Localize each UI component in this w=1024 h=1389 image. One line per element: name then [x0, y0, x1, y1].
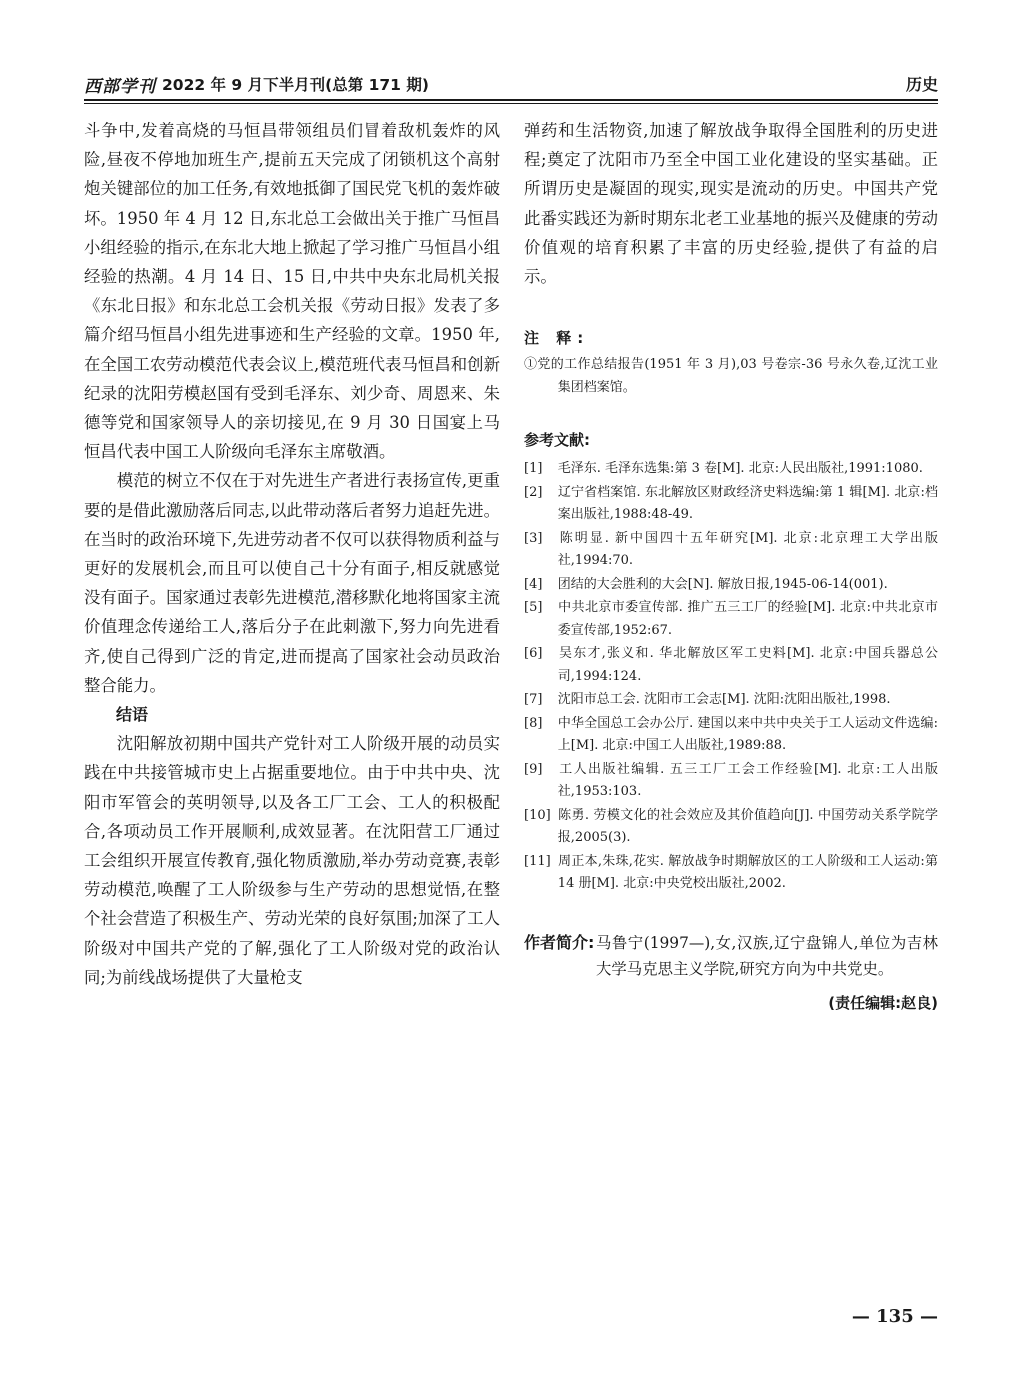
reference-text: 毛泽东. 毛泽东选集:第 3 卷[M]. 北京:人民出版社,1991:1080.: [557, 461, 923, 477]
reference-text: 陈明显. 新中国四十五年研究[M]. 北京:北京理工大学出版社,1994:70.: [557, 530, 938, 569]
reference-number: [6]: [524, 646, 543, 662]
journal-logo: 西部学刊: [84, 77, 156, 97]
reference-text: 辽宁省档案馆. 东北解放区财政经济史料选编:第 1 辑[M]. 北京:档案出版社,1988:48-49.: [557, 484, 938, 523]
reference-number: [8]: [524, 715, 543, 731]
reference-text: 团结的大会胜利的大会[N]. 解放日报,1945-06-14(001).: [557, 576, 888, 592]
responsible-editor: (责任编辑:赵良): [828, 993, 938, 1012]
note-item: ①党的工作总结报告(1951 年 3 月),03 号卷宗-36 号永久卷,辽沈工业集团档案馆。: [524, 357, 938, 395]
left-column: [84, 116, 500, 992]
reference-item: [524, 805, 938, 850]
author-bio: 马鲁宁(1997—),女,汉族,辽宁盘锦人,单位为吉林大学马克思主义学院,研究方向为中共党史。: [596, 933, 938, 978]
references-list: [524, 458, 938, 896]
running-header: [84, 70, 938, 100]
reference-item: [524, 574, 938, 597]
reference-item: [524, 713, 938, 758]
header-rule-thick: [84, 99, 938, 101]
reference-number: [3]: [524, 530, 543, 546]
reference-number: [4]: [524, 576, 543, 592]
reference-item: [524, 643, 938, 688]
right-column: [524, 116, 938, 1013]
body-paragraph: 模范的树立不仅在于对先进生产者进行表扬宣传,更重要的是借此激励落后同志,以此带动落后者努力追赶先进。在当时的政治环境下,先进劳动者不仅可以获得物质利益与更好的发展机会,而且可以使自己十分有面子,相反就感觉没有面子。国家通过表彰先进模范,潜移默化地将国家主流价值理念传递给工人,落后分子在此刺激下,努力向先进看齐,使自己得到广泛的肯定,进而提高了国家社会动员政治整合能力。: [84, 471, 500, 695]
reference-number: [2]: [524, 484, 543, 500]
reference-number: [10]: [524, 807, 551, 823]
author-label: 作者简介:: [524, 932, 595, 952]
body-paragraph: 弹药和生活物资,加速了解放战争取得全国胜利的历史进程;奠定了沈阳市乃至全中国工业化建设的坚实基础。正所谓历史是凝固的现实,现实是流动的历史。中国共产党此番实践还为新时期东北老工业基地的振兴及健康的劳动价值观的培育积累了丰富的历史经验,提供了有益的启示。: [524, 121, 938, 287]
reference-item: [524, 597, 938, 642]
reference-text: 周正本,朱珠,花实. 解放战争时期解放区的工人阶级和工人运动:第 14 册[M]. 北京:中央党校出版社,2002.: [557, 853, 938, 892]
section-label: 历史: [905, 75, 938, 94]
reference-item: [524, 458, 938, 481]
references-heading: 参考文献:: [524, 431, 590, 450]
reference-text: 中共北京市委宣传部. 推广五三工厂的经验[M]. 北京:中共北京市委宣传部,1952:67.: [557, 600, 938, 638]
reference-item: [524, 689, 938, 712]
reference-number: [5]: [524, 600, 543, 616]
header-rule-thin: [84, 103, 938, 104]
reference-item: [524, 759, 938, 804]
body-paragraph: 沈阳解放初期中国共产党针对工人阶级开展的动员实践在中共接管城市史上占据重要地位。由于中共中央、沈阳市军管会的英明领导,以及各工厂工会、工人的积极配合,各项动员工作开展顺利,成效显著。在沈阳营工厂通过工会组织开展宣传教育,强化物质激励,举办劳动竞赛,表彰劳动模范,唤醒了工人阶级参与生产劳动的思想觉悟,在整个社会营造了积极生产、劳动光荣的良好氛围;加深了工人阶级对中国共产党的了解,强化了工人阶级对党的政治认同;为前线战场提供了大量枪支: [84, 734, 500, 987]
reference-item: [524, 851, 938, 896]
author-info: [524, 930, 938, 982]
issue-info: 2022 年 9 月下半月刊(总第 171 期): [162, 76, 429, 94]
reference-text: 吴东才,张义和. 华北解放区军工史料[M]. 北京:中国兵器总公司,1994:124.: [557, 646, 938, 684]
reference-text: 中华全国总工会办公厅. 建国以来中共中央关于工人运动文件选编:上[M]. 北京:中国工人出版社,1989:88.: [557, 715, 938, 754]
reference-text: 沈阳市总工会. 沈阳市工会志[M]. 沈阳:沈阳出版社,1998.: [557, 692, 891, 708]
page-number: — 135 —: [851, 1306, 938, 1327]
notes-heading: 注 释:: [524, 329, 590, 348]
reference-text: 陈勇. 劳模文化的社会效应及其价值趋向[J]. 中国劳动关系学院学报,2005(3).: [557, 807, 938, 846]
reference-text: 工人出版社编辑. 五三工厂工会工作经验[M]. 北京:工人出版社,1953:103.: [557, 761, 938, 800]
reference-number: [11]: [524, 853, 551, 869]
reference-item: [524, 528, 938, 573]
reference-item: [524, 482, 938, 527]
reference-number: [9]: [524, 761, 543, 777]
reference-number: [7]: [524, 692, 543, 708]
reference-number: [1]: [524, 461, 543, 477]
body-paragraph: 斗争中,发着高烧的马恒昌带领组员们冒着敌机轰炸的风险,昼夜不停地加班生产,提前五天完成了闭锁机这个高射炮关键部位的加工任务,有效地抵御了国民党飞机的轰炸破坏。1950 年 4 月 12 日,东北总工会做出关于推广马恒昌小组经验的指示,在东北大地上掀起了学习推广马恒昌小组经验的热潮。4 月 14 日、15 日,中共中央东北局机关报《东北日报》和东北总工会机关报《劳动日报》发表了多篇介绍马恒昌小组先进事迹和生产经验的文章。1950 年,在全国工农劳动模范代表会议上,模范班代表马恒昌和创新纪录的沈阳劳模赵国有受到毛泽东、刘少奇、周恩来、朱德等党和国家领导人的亲切接见,在 9 月 30 日国宴上马恒昌代表中国工人阶级向毛泽东主席敬酒。: [84, 121, 500, 462]
section-heading: 结语: [116, 705, 149, 725]
